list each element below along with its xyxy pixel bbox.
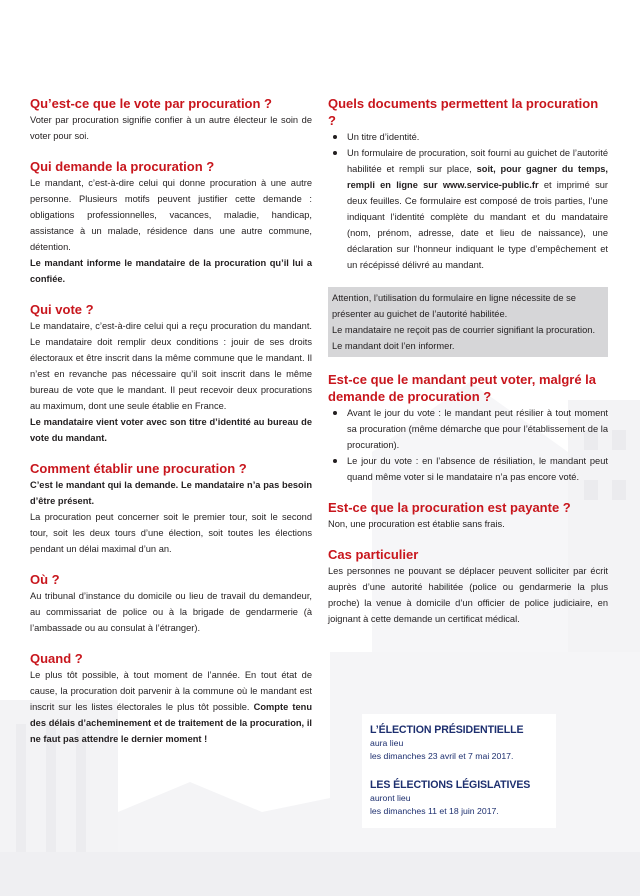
election-intro: aura lieu xyxy=(370,738,404,748)
legislative-election-block xyxy=(370,778,550,818)
section-cost xyxy=(328,499,608,532)
section-bold-text: Compte tenu des délais d’acheminement et de traitement de la procuration, il ne faut pas attendre le dernier moment ! xyxy=(30,702,312,744)
election-title: LES ÉLECTIONS LÉGISLATIVES xyxy=(370,779,531,791)
section-what-is-proxy-vote xyxy=(30,95,312,144)
notice-line: Attention, l’utilisation du formulaire en ligne nécessite de se présenter au guichet de l’autorité habilitée. xyxy=(332,293,576,319)
left-column xyxy=(30,95,312,747)
section-heading: Qui vote ? xyxy=(30,302,94,317)
right-column xyxy=(328,95,608,627)
section-text: Au tribunal d’instance du domicile ou lieu de travail du demandeur, au commissariat de police ou à la brigade de gendarmerie (à l’ambassade ou au consulat à l’étranger). xyxy=(30,591,312,633)
section-text: Non, une procuration est établie sans frais. xyxy=(328,519,505,529)
list-item xyxy=(328,405,608,453)
section-who-votes xyxy=(30,301,312,446)
list-item-text: Avant le jour du vote : le mandant peut résilier à tout moment sa procuration (même démarche que pour l’établissement de la procuration). xyxy=(347,408,608,450)
election-dates: les dimanches 11 et 18 juin 2017. xyxy=(370,806,499,816)
section-who-asks xyxy=(30,158,312,287)
section-text: Le mandant, c’est-à-dire celui qui donne procuration à une autre personne. Plusieurs motifs peuvent justifier cette demande : obligations professionnelles, vacances, maladie, handicap, assistance à un malade, résidence dans une autre commune, détention. xyxy=(30,178,312,252)
left-building-column xyxy=(16,724,26,874)
list-item-text: et imprimé sur deux feuilles. Ce formulaire est composé de trois parties, l’une indiquant l’identité complète du mandant et du mandataire (nom, prénom, adresse, date et lieu de naissance), une déclaration sur l’honneur indiquant le type d’empêchement et un récépissé délivré au mandant. xyxy=(347,180,608,270)
section-heading: Est-ce que le mandant peut voter, malgré la demande de procuration ? xyxy=(328,372,597,404)
section-heading: Où ? xyxy=(30,572,60,587)
section-how-to xyxy=(30,460,312,557)
list-item-bold-text: soit, pour gagner du temps, rempli en ligne sur www.service-public.fr xyxy=(347,164,608,190)
window-shape xyxy=(612,480,626,500)
section-heading: Qu’est-ce que le vote par procuration ? xyxy=(30,96,272,111)
list-item xyxy=(328,129,608,145)
can-vote-list xyxy=(328,405,608,485)
section-heading: Comment établir une procuration ? xyxy=(30,461,247,476)
list-item xyxy=(328,453,608,485)
presidential-election-block xyxy=(370,723,550,763)
section-heading: Est-ce que la procuration est payante ? xyxy=(328,500,571,515)
bullet-icon xyxy=(333,151,337,155)
bullet-icon xyxy=(333,411,337,415)
section-heading: Qui demande la procuration ? xyxy=(30,159,215,174)
section-text: Le mandataire, c’est-à-dire celui qui a reçu procuration du mandant. Le mandataire doit remplir deux conditions : jouir de ses droits électoraux et être inscrit dans la même commune que le mandant. Il n’est en revanche pas nécessaire qu’il soit inscrit dans le même bureau de vote que le mandant. Il peut recevoir deux procurations au maximum, dont une seule établie en France. xyxy=(30,321,312,411)
section-where xyxy=(30,571,312,636)
section-documents xyxy=(328,95,608,273)
ground-strip xyxy=(0,852,640,896)
section-can-mandant-vote xyxy=(328,371,608,485)
election-title: L’ÉLECTION PRÉSIDENTIELLE xyxy=(370,724,524,736)
bullet-icon xyxy=(333,459,337,463)
section-when xyxy=(30,650,312,747)
documents-list xyxy=(328,129,608,273)
election-intro: auront lieu xyxy=(370,793,411,803)
bullet-icon xyxy=(333,135,337,139)
section-bold-text: Le mandataire vient voter avec son titre d’identité au bureau de vote du mandant. xyxy=(30,417,312,443)
section-special-case xyxy=(328,546,608,627)
section-text: Les personnes ne pouvant se déplacer peuvent solliciter par écrit auprès d’une autorité habilitée (police ou gendarmerie la plus proche) la venue à domicile d’un officier de police judiciaire, en joignant à cette demande un certificat médical. xyxy=(328,566,608,624)
section-text: La procuration peut concerner soit le premier tour, soit le second tour, soit les deux tours d’une élection, soit toutes les élections pendant un délai maximal d’un an. xyxy=(30,512,312,554)
list-item-text: Le jour du vote : en l’absence de résiliation, le mandant peut quand même voter si le mandataire n’a pas encore voté. xyxy=(347,456,608,482)
list-item xyxy=(328,145,608,273)
window-shape xyxy=(612,430,626,450)
list-item-text: Un formulaire de procuration, soit fourni au guichet de l’autorité habilitée et rempli sur place, xyxy=(347,148,608,174)
section-paragraph xyxy=(30,667,312,747)
section-heading: Cas particulier xyxy=(328,547,419,562)
section-bold-text: C’est le mandant qui la demande. Le mandataire n’a pas besoin d’être présent. xyxy=(30,480,312,506)
section-text: Voter par procuration signifie confier à un autre électeur le soin de voter pour soi. xyxy=(30,115,312,141)
notice-line: Le mandataire ne reçoit pas de courrier signifiant la procuration. xyxy=(332,325,596,335)
section-heading: Quels documents permettent la procuration ? xyxy=(328,96,599,128)
election-dates: les dimanches 23 avril et 7 mai 2017. xyxy=(370,751,514,761)
section-bold-text: Le mandant informe le mandataire de la procuration qu’il lui a confiée. xyxy=(30,258,312,284)
list-item-text: Un titre d’identité. xyxy=(347,132,420,142)
section-heading: Quand ? xyxy=(30,651,83,666)
elections-dates-box xyxy=(362,714,556,828)
notice-box xyxy=(328,287,608,357)
section-text: Le plus tôt possible, à tout moment de l’année. En tout état de cause, la procuration doit parvenir à la commune où le mandant est inscrit sur les listes électorales le plus tôt possible. xyxy=(30,670,312,712)
notice-line: Le mandant doit l’en informer. xyxy=(332,341,455,351)
